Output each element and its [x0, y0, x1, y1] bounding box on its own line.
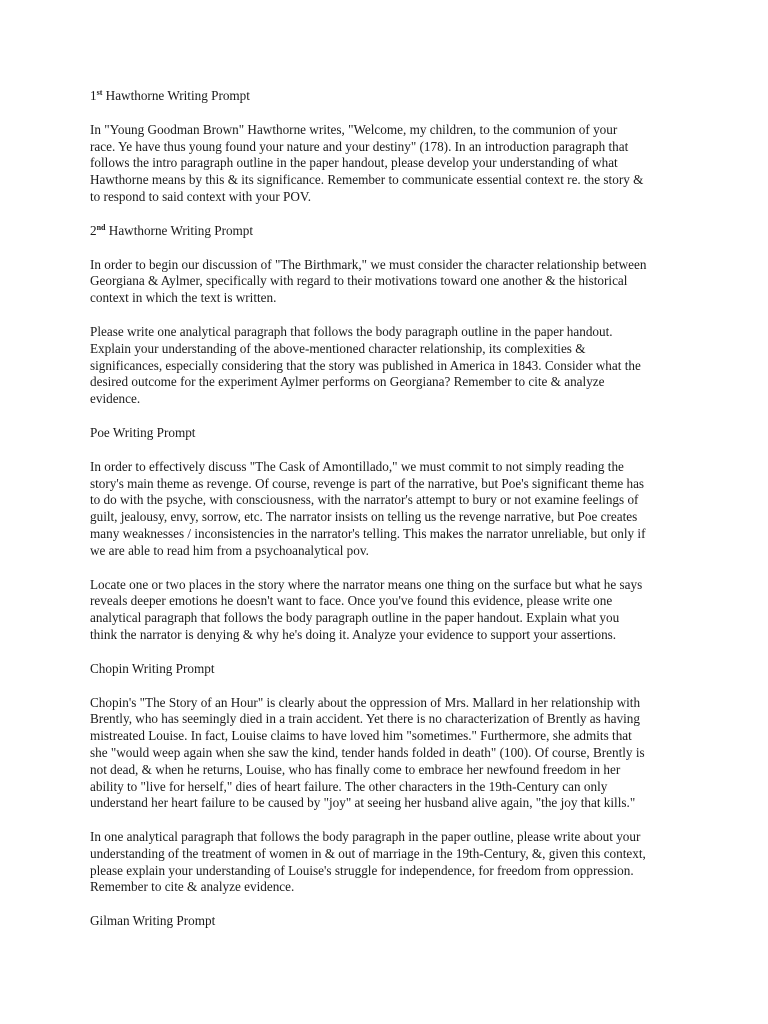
section-heading [90, 661, 690, 678]
paragraph-line: guilt, jealousy, envy, sorrow, etc. The narrator insists on telling us the revenge narrative, but Poe creates [90, 509, 638, 525]
paragraph-line: significances, especially considering that the story was published in America in 1843. Consider what the [90, 357, 641, 373]
paragraph-line: Chopin's "The Story of an Hour" is clearly about the oppression of Mrs. Mallard in her relationship with [90, 694, 641, 710]
paragraph-line: Locate one or two places in the story where the narrator means one thing on the surface but what he says [90, 576, 643, 592]
paragraph-line: reveals deeper emotions he doesn't want to face. Once you've found this evidence, please write one [90, 593, 613, 609]
heading-text: Chopin Writing Prompt [90, 660, 215, 676]
prompt-paragraph [90, 459, 690, 560]
paragraph-line: Georgiana & Aylmer, specifically with regard to their motivations toward one another & the historical [90, 273, 628, 289]
prompt-paragraph [90, 577, 690, 644]
heading-text: Hawthorne Writing Prompt [102, 88, 250, 103]
paragraph-line: to respond to said context with your POV. [90, 188, 311, 204]
paragraph-line: she "would weep again when she saw the kind, tender hands folded in death" (100). Of course, Brently is [90, 744, 645, 760]
paragraph-line: many weaknesses / inconsistencies in the narrator's telling. This makes the narrator unreliable, but only if [90, 525, 646, 541]
heading-text: Gilman Writing Prompt [90, 913, 216, 929]
paragraph-line: race. Ye have thus young found your nature and your destiny" (178). In an introduction paragraph that [90, 138, 629, 154]
heading-text: Hawthorne Writing Prompt [105, 222, 254, 238]
prompt-paragraph [90, 324, 690, 408]
paragraph-line: context in which the text is written. [90, 290, 277, 306]
paragraph-line: In one analytical paragraph that follows the body paragraph in the paper outline, please write about your [90, 829, 641, 845]
heading-text: Poe Writing Prompt [90, 424, 196, 440]
heading-ordinal-suffix: st [96, 88, 103, 97]
paragraph-line: desired outcome for the experiment Aylmer performs on Georgiana? Remember to cite & analyze [90, 374, 605, 390]
paragraph-line: understanding of the treatment of women in & out of marriage in the 19th-Century, &, given this context, [90, 845, 646, 861]
paragraph-line: follows the intro paragraph outline in the paper handout, please develop your understanding of what [90, 155, 618, 171]
heading-ordinal-suffix: nd [96, 222, 106, 232]
section-heading [90, 223, 690, 240]
paragraph-line: In order to effectively discuss "The Cask of Amontillado," we must commit to not simply reading the [90, 458, 624, 474]
paragraph-line: think the narrator is denying & why he's doing it. Analyze your evidence to support your assertions. [90, 626, 617, 642]
paragraph-line: understand her heart failure to be caused by "joy" at seeing her husband alive again, "the joy that kills." [90, 795, 636, 811]
paragraph-line: story's main theme as revenge. Of course, revenge is part of the narrative, but Poe's significant theme has [90, 475, 645, 491]
paragraph-line: In "Young Goodman Brown" Hawthorne writes, "Welcome, my children, to the communion of your [90, 121, 618, 137]
paragraph-line: to do with the psyche, with consciousness, with the narrator's attempt to bury or not examine feelings of [90, 492, 639, 508]
document-page [90, 88, 690, 947]
paragraph-line: mistreated Louise. In fact, Louise claims to have loved him "sometimes." Furthermore, she admits that [90, 728, 632, 744]
paragraph-line: ability to "live for herself," dies of heart failure. The other characters in the 19th-Century can only [90, 778, 608, 794]
paragraph-line: evidence. [90, 391, 141, 407]
section-heading [90, 913, 690, 930]
paragraph-line: Explain your understanding of the above-mentioned character relationship, its complexities & [90, 340, 586, 356]
prompt-paragraph [90, 695, 690, 813]
paragraph-line: analytical paragraph that follows the body paragraph outline in the paper handout. Explain what you [90, 610, 620, 626]
heading-number: 2 [90, 222, 97, 238]
heading-number: 1 [90, 88, 97, 103]
paragraph-line: Brently, who has seemingly died in a train accident. Yet there is no characterization of Brently as having [90, 711, 640, 727]
prompt-paragraph [90, 829, 690, 896]
section-heading [90, 425, 690, 442]
paragraph-line: Please write one analytical paragraph that follows the body paragraph outline in the paper handout. [90, 323, 613, 339]
paragraph-line: Remember to cite & analyze evidence. [90, 879, 295, 895]
paragraph-line: please explain your understanding of Louise's struggle for independence, for freedom from oppression. [90, 862, 634, 878]
section-heading [90, 88, 690, 105]
prompt-paragraph [90, 122, 690, 206]
paragraph-line: In order to begin our discussion of "The Birthmark," we must consider the character relationship between [90, 256, 647, 272]
paragraph-line: Hawthorne means by this & its significance. Remember to communicate essential context re. the story & [90, 172, 644, 188]
paragraph-line: not dead, & when he returns, Louise, who has finally come to embrace her newfound freedom in her [90, 761, 621, 777]
paragraph-line: we are able to read him from a psychoanalytical pov. [90, 542, 369, 558]
prompt-paragraph [90, 257, 690, 307]
